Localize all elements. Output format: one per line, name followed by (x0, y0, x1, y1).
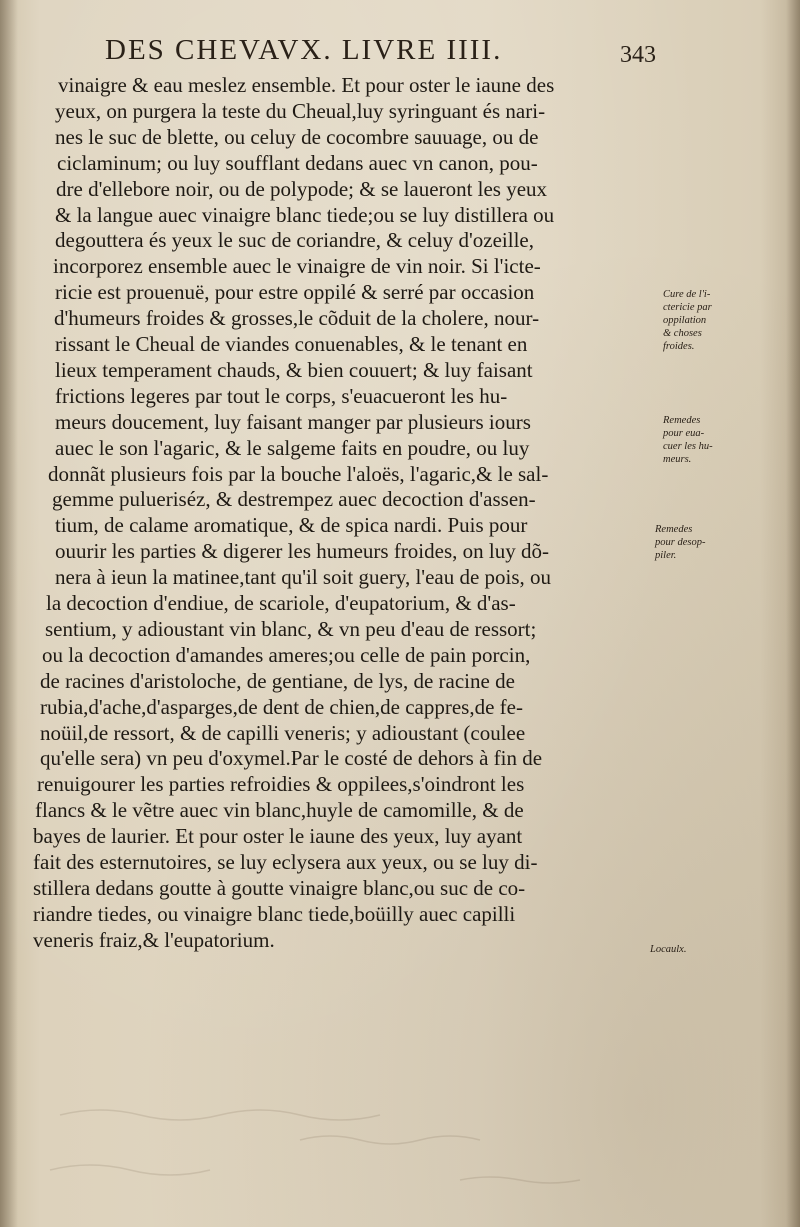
text-line: frictions legeres par tout le corps, s'euacueront les hu- (55, 383, 508, 408)
text-line: qu'elle sera) vn peu d'oxymel.Par le costé de dehors à fin de (40, 746, 543, 771)
text-line: lieux temperament chauds, & bien couuert; & luy faisant (55, 357, 533, 382)
text-line: donnãt plusieurs fois par la bouche l'aloës, l'agaric,& le sal- (48, 461, 549, 486)
text-line: sentium, y adioustant vin blanc, & vn peu d'eau de ressort; (45, 616, 537, 641)
margin-note-line: meurs. (663, 454, 692, 465)
show-through-texture (40, 1085, 740, 1205)
text-line: nera à ieun la matinee,tant qu'il soit guery, l'eau de pois, ou (55, 565, 552, 590)
margin-note-line: Locaulx. (650, 944, 687, 955)
text-line: stillera dedans goutte à goutte vinaigre blanc,ou suc de co- (33, 875, 526, 900)
text-line: auec le son l'agaric, & le salgeme faits en poudre, ou luy (55, 435, 530, 460)
show-through-marks (40, 1085, 740, 1205)
spine-shadow (0, 0, 18, 1227)
text-line: incorporez ensemble auec le vinaigre de vin noir. Si l'icte- (53, 254, 541, 279)
text-line: rissant le Cheual de viandes conuenables, & le tenant en (55, 332, 528, 356)
text-line: veneris fraiz,& l'eupatorium. (33, 927, 275, 952)
text-line: degouttera és yeux le suc de coriandre, & celuy d'ozeille, (55, 228, 535, 253)
margin-note-line: piler. (655, 550, 677, 561)
text-line: d'humeurs froides & grosses,le cõduit de la cholere, nour- (54, 306, 540, 331)
text-line: gemme pulueriséz, & destrempez auec decoction d'assen- (52, 487, 536, 512)
running-head (0, 34, 800, 74)
text-line: ricie est prouenuë, pour estre oppilé & serré par occasion (55, 280, 535, 305)
margin-note-line: Remedes (655, 524, 693, 535)
text-line: ou la decoction d'amandes ameres;ou celle de pain porcin, (42, 642, 531, 667)
margin-note-line: ctericie par (663, 302, 712, 313)
margin-note-line: Remedes (663, 415, 701, 426)
margin-note-deopilate (655, 523, 705, 562)
text-line: renuigourer les parties refroidies & oppilees,s'oindront les (37, 772, 525, 797)
margin-note-evacuate (663, 414, 713, 466)
margin-note-line: Cure de l'i- (663, 289, 711, 300)
margin-note-line: pour desop- (655, 537, 706, 548)
margin-note-line: cuer les hu- (663, 441, 713, 452)
text-line: fait des esternutoires, se luy eclysera aux yeux, ou se luy di- (33, 850, 538, 874)
margin-note-line: pour eua- (663, 428, 705, 439)
text-line: de racines d'aristoloche, de gentiane, de lys, de racine de (40, 668, 515, 693)
text-line: noüil,de ressort, & de capilli veneris; y adioustant (coulee (40, 720, 526, 745)
page-number: 343 (620, 42, 656, 68)
text-line: vinaigre & eau meslez ensemble. Et pour oster le iaune des (58, 73, 555, 97)
text-line: ciclaminum; ou luy soufflant dedans auec vn canon, pou- (57, 150, 538, 175)
text-line: nes le suc de blette, ou celuy de cocombre sauuage, ou de (55, 124, 539, 149)
text-line: tium, de calame aromatique, & de spica nardi. Puis pour (55, 513, 528, 538)
margin-note-icterus (663, 288, 712, 353)
text-line: bayes de laurier. Et pour oster le iaune des yeux, luy ayant (33, 824, 523, 849)
page-edge-shadow (786, 0, 800, 1227)
text-line: flancs & le vẽtre auec vin blanc,huyle de camomille, & de (35, 798, 524, 823)
text-line: rubia,d'ache,d'asparges,de dent de chien,de cappres,de fe- (40, 694, 523, 719)
text-line: la decoction d'endiue, de scariole, d'eupatorium, & d'as- (46, 591, 516, 615)
text-line: yeux, on purgera la teste du Cheual,luy syringuant és nari- (55, 98, 546, 123)
margin-note-line: & choses (663, 328, 702, 339)
text-line: ouurir les parties & digerer les humeurs froides, on luy dõ- (55, 539, 549, 564)
text-line: dre d'ellebore noir, ou de polypode; & se laueront les yeux (56, 176, 548, 201)
text-line: meurs doucement, luy faisant manger par plusieurs iours (55, 409, 531, 434)
text-line: & la langue auec vinaigre blanc tiede;ou se luy distillera ou (55, 202, 555, 227)
margin-note-line: froides. (663, 341, 695, 352)
margin-note-line: oppilation (663, 315, 707, 326)
text-line: riandre tiedes, ou vinaigre blanc tiede,boüilly auec capilli (33, 901, 516, 926)
margin-note-locaux (650, 943, 686, 956)
running-title: DES CHEVAVX. LIVRE IIII. (105, 34, 503, 66)
